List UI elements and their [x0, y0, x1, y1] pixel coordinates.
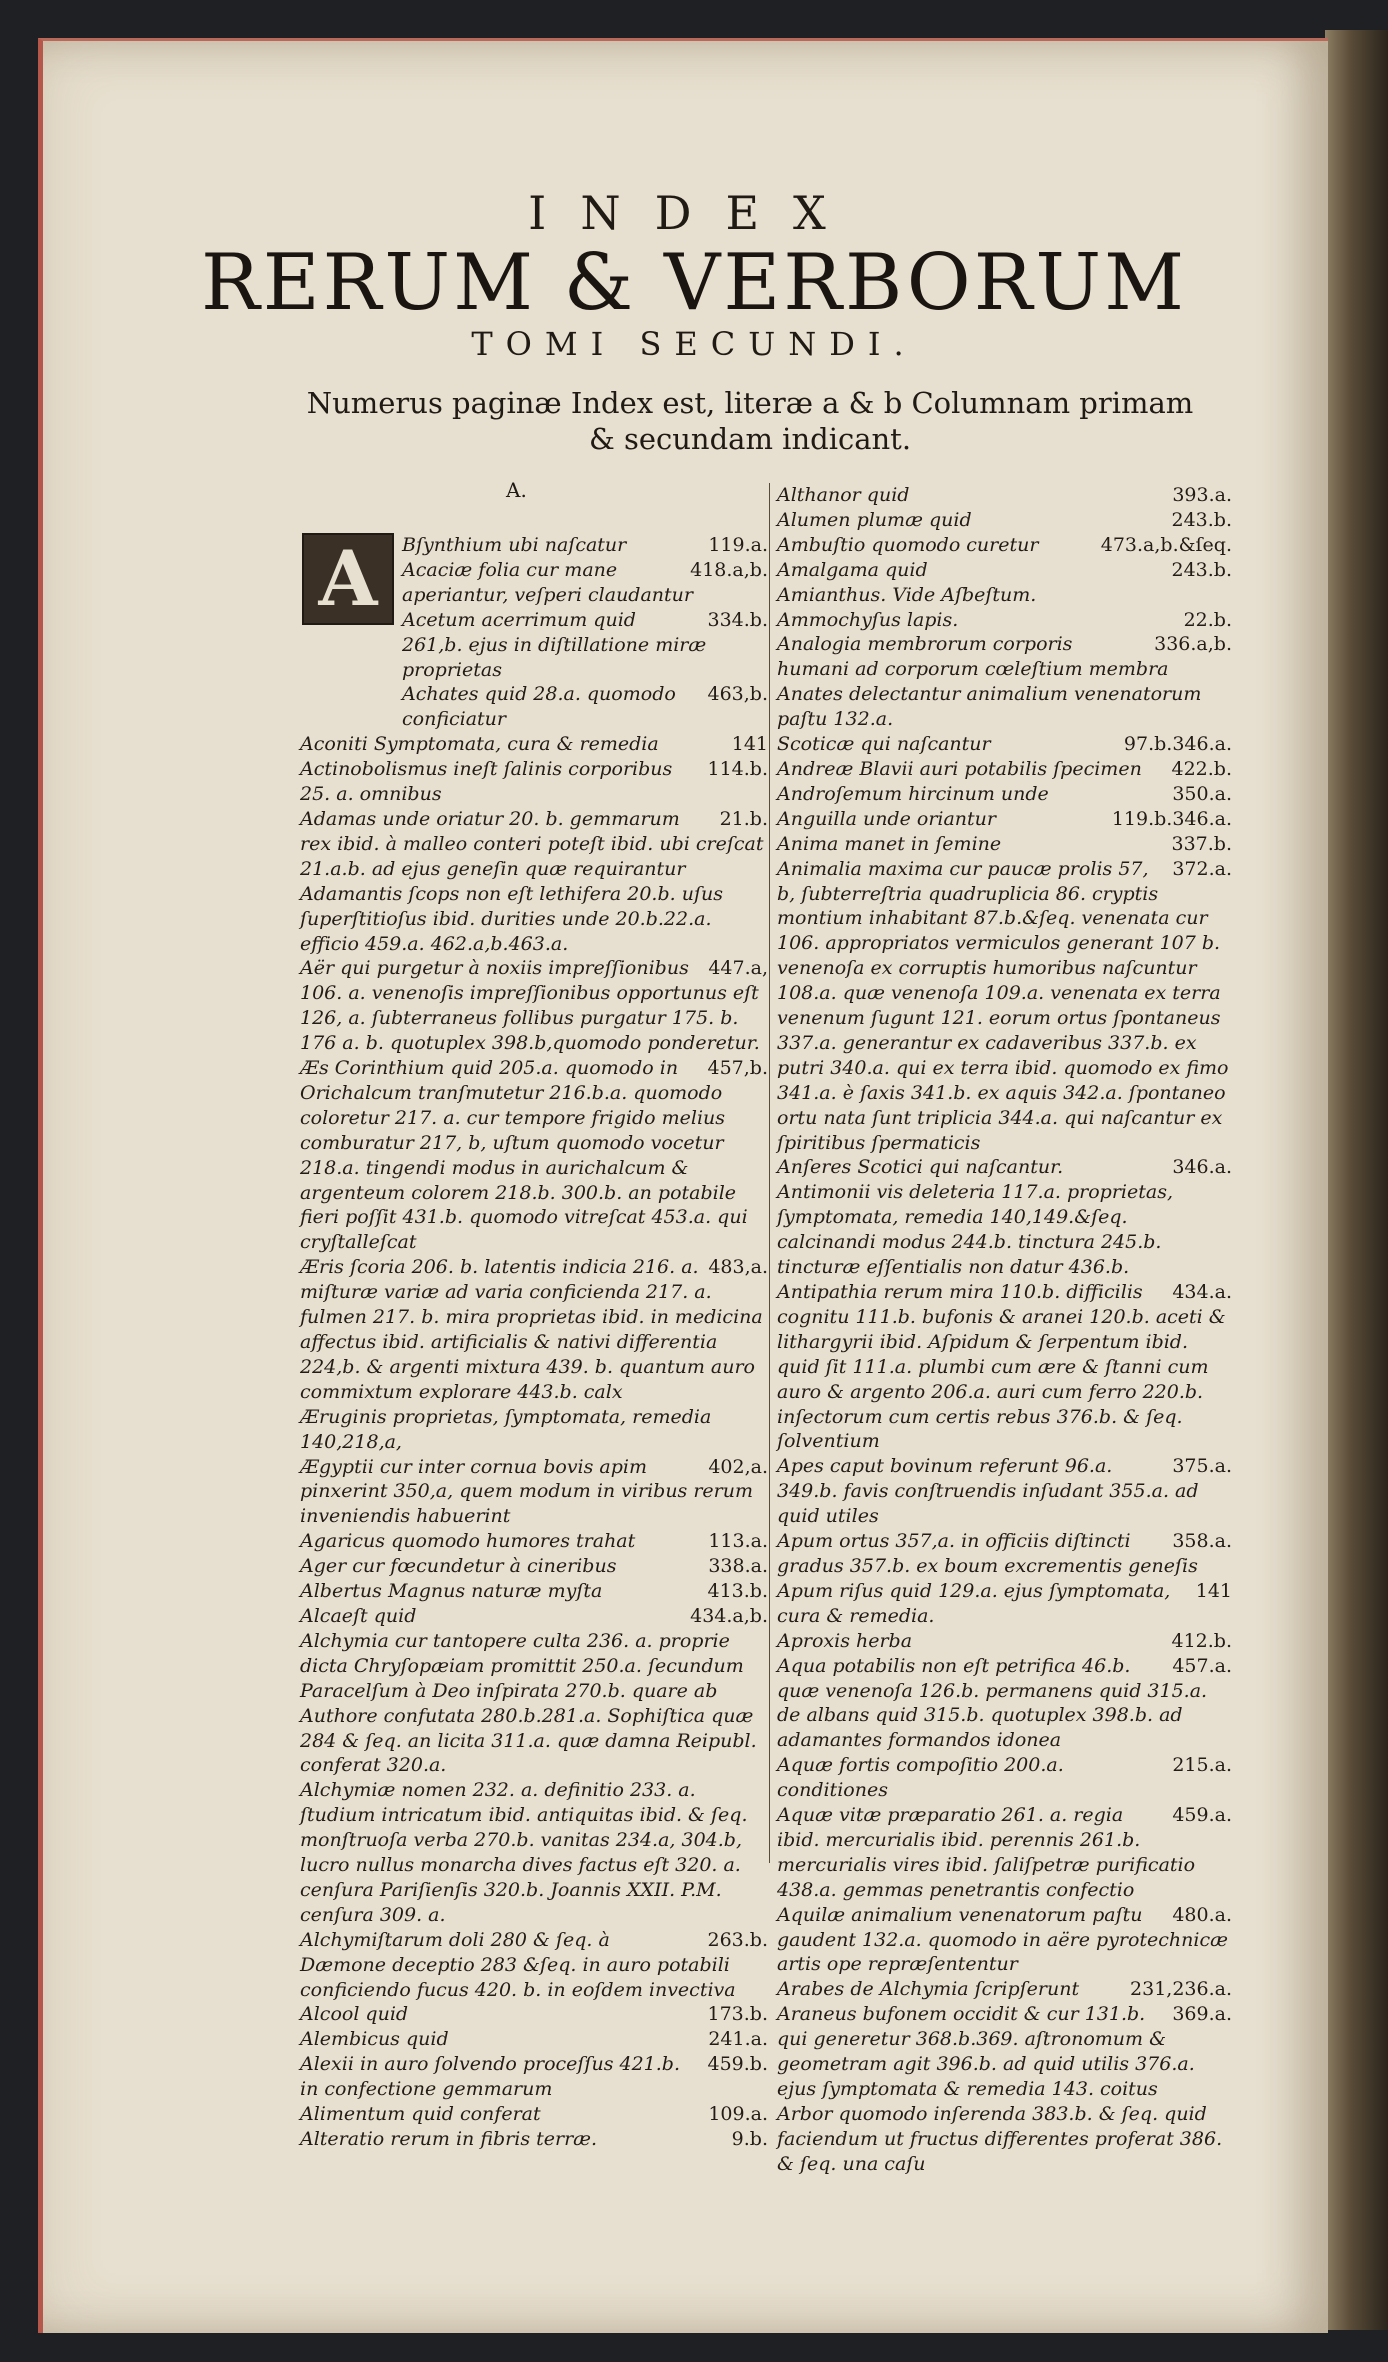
index-entry-page: 434.a,b. — [690, 1604, 768, 1627]
index-entry-text: Scoticæ qui naſcantur — [777, 733, 991, 756]
index-entry-text: Acetum acerrimum quid 261,b. ejus in diſtillatione miræ proprietas — [402, 608, 707, 681]
dropcap-initial: A — [302, 533, 394, 625]
index-entry-page: 434.a. — [1172, 1281, 1232, 1303]
index-entry — [300, 1579, 768, 1604]
index-entry — [777, 1977, 1232, 2002]
index-entry-text: Alteratio rerum in fibris terræ. — [300, 2128, 598, 2150]
index-entry-text: Alchymiæ nomen 232. a. definitio 233. a. ſtudium intricatum ibid. antiquitas ibid. & ſeq. monſtruoſa verba 270.b. vanitas 234.a, 304.b, lucro nullus monarcha dives factus eſt 320. a. cenſura Pariſienſis 320.b. Joannis XXII. P.M. cenſura 309. a. — [300, 1779, 748, 1926]
index-entry-text: Amalgama quid — [777, 558, 928, 581]
index-entry — [777, 732, 1232, 757]
index-entry-page: 483,a. — [708, 1256, 768, 1279]
index-entry — [402, 533, 768, 558]
index-column-left — [300, 533, 768, 2152]
index-entry — [300, 956, 768, 1056]
index-entry — [300, 1778, 768, 1927]
index-entry-text: Actinobolismus ineſt ſalinis corporibus 25. a. omnibus — [300, 758, 673, 806]
index-entry — [402, 558, 768, 608]
index-entry-text: Aquæ vitæ præparatio 261. a. regia ibid. mercurialis ibid. perennis 261.b. mercurialis vires ibid. ſaliſpetræ purificatio 438.a. gemmas penetrantis confectio — [777, 1804, 1196, 1901]
index-entry — [777, 1180, 1232, 1280]
index-entry-text: Anguilla unde oriantur — [777, 807, 996, 830]
index-entry-text: Adamantis ſcops non eſt lethifera 20.b. uſus ſuperſtitioſus ibid. durities unde 20.b.22.a. efficio 459.a. 462.a,b.463.a. — [300, 882, 723, 955]
index-entry-text: Amianthus. Vide Aſbeſtum. — [777, 583, 1037, 606]
index-entry-page: 372.a. — [1172, 857, 1232, 880]
index-entry-text: Achates quid 28.a. quomodo conficiatur — [402, 683, 676, 731]
index-entry — [777, 2002, 1232, 2102]
index-entry-page: 9.b. — [731, 2128, 768, 2150]
index-entry-text: Andreæ Blavii auri potabilis ſpecimen — [777, 757, 1142, 780]
index-entry — [777, 1803, 1232, 1903]
index-entry — [777, 807, 1232, 832]
index-entry-page: 473.a,b.&ſeq. — [1100, 533, 1232, 556]
index-entry-text: Ammochyſus lapis. — [777, 608, 959, 631]
index-entry-text: Aquæ fortis compoſitio 200.a. conditiones — [777, 1754, 1064, 1802]
index-entry-text: Aquilæ animalium venenatorum paſtu gaudent 132.a. quomodo in aëre pyrotechnicæ artis ope repræſententur — [777, 1903, 1228, 1976]
index-entry — [777, 1280, 1232, 1454]
index-entry — [300, 2102, 768, 2127]
index-entry-text: Apes caput bovinum referunt 96.a. 349.b. favis conſtruendis inſudant 355.a. ad quid utiles — [777, 1455, 1199, 1528]
index-entry — [300, 2127, 768, 2152]
index-entry — [300, 1928, 768, 2003]
index-entry-text: Alimentum quid conferat — [300, 2103, 541, 2126]
index-entry-text: Albertus Magnus naturæ myſta — [300, 1580, 603, 1603]
index-entry-text: Anſeres Scotici qui naſcantur. — [777, 1156, 1064, 1179]
index-entry — [777, 832, 1232, 857]
index-entry-page: 241.a. — [708, 2028, 768, 2051]
index-entry — [777, 782, 1232, 807]
index-entry — [300, 882, 768, 957]
index-entry-page: 447.a, — [708, 957, 768, 980]
index-entry-text: Anates delectantur animalium venenatorum paſtu 132.a. — [777, 683, 1202, 731]
index-entry-text: Agaricus quomodo humores trahat — [300, 1530, 636, 1553]
index-entry-page: 141 — [731, 733, 768, 756]
index-entry-page: 114.b. — [707, 758, 768, 781]
index-entry-page: 457,b. — [707, 1057, 768, 1080]
index-entry-text: Alumen plumæ quid — [777, 508, 972, 531]
header-subtitle: TOMI SECUNDI. — [471, 325, 917, 363]
index-entry-page: 480.a. — [1172, 1903, 1232, 1926]
index-entry — [777, 1529, 1232, 1579]
index-entry-page: 413.b. — [707, 1580, 768, 1603]
index-entry — [300, 1405, 768, 1455]
index-entry-page: 457.a. — [1172, 1654, 1232, 1677]
index-entry-page: 358.a. — [1172, 1530, 1232, 1553]
index-entry-text: Antimonii vis deleteria 117.a. proprietas, ſymptomata, remedia 140,149.&ſeq. calcinandi modus 244.b. tinctura 245.b. tincturæ eſſentialis non datur 436.b. — [777, 1181, 1174, 1279]
index-entry-page: 21.b. — [719, 807, 768, 830]
index-entry-text: Analogia membrorum corporis humani ad corporum cœleſtium membra — [777, 633, 1169, 681]
index-entry-text: Æris ſcoria 206. b. latentis indicia 216. a. miſturæ variæ ad varia conficienda 217. a. fulmen 217. b. mira proprietas ibid. in medicina affectus ibid. artificialis & nativi differentia 224,b. & argenti mixtura 439. b. quantum auro commixtum explorare 443.b. calx — [300, 1256, 763, 1403]
index-entry-text: Apum riſus quid 129.a. ejus ſymptomata, cura & remedia. — [777, 1579, 1171, 1627]
index-entry-page: 418.a,b. — [690, 558, 768, 581]
index-entry — [300, 1455, 768, 1530]
index-entry-page: 231,236.a. — [1130, 1978, 1232, 2001]
index-entry-text: Anima manet in ſemine — [777, 832, 1002, 855]
index-entry — [300, 1056, 768, 1255]
index-entry — [300, 1604, 768, 1629]
index-entry-page: 422.b. — [1171, 757, 1232, 780]
index-entry-page: 459.b. — [707, 2053, 768, 2076]
index-entry — [402, 608, 768, 683]
index-entry — [300, 1255, 768, 1404]
index-entry-text: Arbor quomodo inſerenda 383.b. & ſeq. quid faciendum ut fructus differentes proferat 386. & ſeq. una caſu — [777, 2102, 1223, 2175]
index-entry — [777, 1579, 1232, 1629]
index-entry-text: Alcaeſt quid — [300, 1604, 417, 1627]
index-entry — [777, 682, 1232, 732]
index-entry-page: 337.b. — [1171, 832, 1232, 855]
index-entry — [777, 1155, 1232, 1180]
index-entry-page: 334.b. — [707, 608, 768, 631]
index-entry-text: Æs Corinthium quid 205.a. quomodo in Orichalcum tranſmutetur 216.b.a. quomodo coloretur 217. a. cur tempore frigido melius comburatur 217, b, uſtum quomodo vocetur 218.a. tingendi modus in aurichalcum & argenteum colorem 218.b. 300.b. an potabile fieri poſſit 431.b. quomodo vitreſcat 453.a. qui cryſtalleſcat — [300, 1057, 748, 1254]
index-entry-text: Aproxis herba — [777, 1629, 913, 1652]
index-entry-text: Bſynthium ubi naſcatur — [402, 534, 627, 556]
index-entry-text: Ambuſtio quomodo curetur — [777, 533, 1039, 556]
index-entry — [777, 857, 1232, 1156]
index-entry-text: Ægyptii cur inter cornua bovis apim pinxerint 350,a, quem modum in viribus rerum inveniendis habuerint — [300, 1455, 754, 1528]
index-entry — [777, 1753, 1232, 1803]
index-entry — [300, 1529, 768, 1554]
index-entry-text: Antipathia rerum mira 110.b. difficilis cognitu 111.b. bufonis & aranei 120.b. aceti & lithargyrii ibid. Aſpidum & ſerpentum ibid. quid ſit 111.a. plumbi cum ære & ſtanni cum auro & argento 206.a. auri cum ferro 220.b. inſectorum cum certis rebus 376.b. & ſeq. ſolventium — [777, 1281, 1226, 1453]
index-entry-text: Arabes de Alchymia ſcripſerunt — [777, 1978, 1080, 2001]
index-entry-text: Alexii in auro ſolvendo proceſſus 421.b. in confectione gemmarum — [300, 2053, 680, 2101]
index-entry — [300, 807, 768, 882]
index-entry-page: 173.b. — [707, 2003, 768, 2026]
index-entry-page: 243.b. — [1171, 558, 1232, 581]
index-entry-text: Æruginis proprietas, ſymptomata, remedia 140,218,a, — [300, 1405, 712, 1453]
index-entry-page: 338.a. — [708, 1555, 768, 1578]
index-entry-page: 119.b.346.a. — [1111, 807, 1232, 830]
index-entry — [300, 2052, 768, 2102]
book-edge — [1325, 30, 1388, 2330]
index-entry-page: 459.a. — [1172, 1804, 1232, 1827]
index-entry-text: Alchymiſtarum doli 280 & ſeq. à Dæmone deceptio 283 &ſeq. in auro potabili conficiendo fucus 420. b. in eoſdem invectiva — [300, 1928, 736, 2001]
index-entry — [777, 533, 1232, 558]
index-entry-page: 336.a,b. — [1154, 633, 1232, 656]
index-entry-text: Alembicus quid — [300, 2028, 449, 2051]
index-entry-text: Alchymia cur tantopere culta 236. a. proprie dicta Chryſopæiam promittit 250.a. ſecundum Paracelſum à Deo inſpirata 270.b. quare ab Authore confutata 280.b.281.a. Sophiſtica quæ 284 & ſeq. an licita 311.a. quæ damna Reipubl. conferat 320.a. — [300, 1629, 757, 1777]
index-entry — [777, 1903, 1232, 1978]
index-entry — [777, 2102, 1232, 2177]
index-entry-text: Araneus bufonem occidit & cur 131.b. qui generetur 368.b.369. aſtronomum & geometram agit 396.b. ad quid utilis 376.a. ejus ſymptomata & remedia 143. coitus — [777, 2003, 1195, 2100]
index-entry-text: Apum ortus 357,a. in officiis diſtincti gradus 357.b. ex boum excrementis geneſis — [777, 1530, 1198, 1577]
index-entry-page: 141 — [1195, 1579, 1232, 1602]
index-entry-page: 119.a. — [708, 534, 768, 556]
index-entry-page: 215.a. — [1172, 1754, 1232, 1777]
index-entry — [777, 608, 1232, 633]
index-entry-text: Aconiti Symptomata, cura & remedia — [300, 733, 659, 756]
index-entry-text: Aqua potabilis non eſt petrifica 46.b. quæ venenoſa 126.b. permanens quid 315.a. de albans quid 315.b. quotuplex 398.b. ad adamantes formandos idonea — [777, 1654, 1208, 1752]
index-entry-page: 402,a. — [708, 1455, 768, 1478]
index-entry — [300, 1629, 768, 1778]
index-entry — [777, 1629, 1232, 1654]
index-entry — [777, 757, 1232, 782]
column-divider — [769, 483, 770, 1863]
index-entry — [777, 483, 1232, 508]
index-entry — [300, 732, 768, 757]
index-entry-page: 375.a. — [1172, 1455, 1232, 1478]
index-entry-page: 350.a. — [1172, 782, 1232, 805]
index-entry — [300, 1554, 768, 1579]
index-entry-page: 97.b.346.a. — [1123, 733, 1232, 756]
index-entry — [777, 508, 1232, 533]
index-entry-page: 263.b. — [707, 1928, 768, 1951]
index-entry-page: 109.a. — [708, 2103, 768, 2126]
index-entry — [777, 1654, 1232, 1754]
index-entry-page: 412.b. — [1171, 1629, 1232, 1652]
index-entry-page: 243.b. — [1171, 508, 1232, 531]
index-entry — [300, 2027, 768, 2052]
index-entry — [402, 682, 768, 732]
index-entry-text: Aër qui purgetur à noxiis impreſſionibus 106. a. venenoſis impreſſionibus opportunus eſt 126, a. ſubterraneus follibus purgatur 175. b. 176 a. b. quotuplex 398.b,quomodo ponderetur. — [300, 957, 760, 1055]
index-entry-text: Adamas unde oriatur 20. b. gemmarum rex ibid. à malleo conteri poteſt ibid. ubi creſcat 21.a.b. ad ejus geneſin quæ requirantur — [300, 807, 764, 880]
index-entry — [777, 558, 1232, 583]
index-entry-page: 346.a. — [1172, 1156, 1232, 1179]
index-entry-text: Androſemum hircinum unde — [777, 782, 1049, 805]
index-entry-page: 393.a. — [1172, 484, 1232, 506]
index-entry-text: Animalia maxima cur paucæ prolis 57, b, ſubterreſtria quadruplicia 86. cryptis montium inhabitant 87.b.&ſeq. venenata cur 106. appropriatos vermiculos generant 107 b. venenoſa ex corruptis humoribus naſcuntur 108.a. quæ venenoſa 109.a. venenata ex terra venenum ſugunt 121. eorum ortus ſpontaneus 337.a. generantur ex cadaveribus 337.b. ex putri 340.a. qui ex terra ibid. quomodo ex fimo 341.a. è ſaxis 341.b. ex aquis 342.a. ſpontaneo ortu nata ſunt triplicia 344.a. qui naſcantur ex ſpiritibus ſpermaticis — [777, 857, 1229, 1154]
index-entry — [300, 757, 768, 807]
index-entry-text: Acaciæ folia cur mane aperiantur, veſperi claudantur — [402, 558, 693, 606]
index-entry-page: 369.a. — [1172, 2003, 1232, 2026]
index-entry-page: 463,b. — [707, 683, 768, 706]
index-entry — [777, 632, 1232, 682]
index-entry — [300, 2002, 768, 2027]
index-entry-text: Alcool quid — [300, 2003, 409, 2026]
index-entry-page: 22.b. — [1183, 608, 1232, 631]
section-letter: A. — [506, 478, 527, 502]
index-entry-text: Ager cur fœcundetur à cineribus — [300, 1555, 617, 1578]
index-entry-page: 113.a. — [708, 1530, 768, 1553]
index-entry — [777, 1454, 1232, 1529]
index-column-right — [777, 483, 1232, 2177]
index-entry-text: Althanor quid — [777, 484, 910, 506]
header-note: Numerus paginæ Index est, literæ a & b Columnam primam & secundam indicant. — [306, 386, 1194, 456]
header-index: INDEX — [528, 186, 860, 240]
index-entry — [777, 583, 1232, 608]
header-title: RERUM & VERBORUM — [200, 238, 1188, 328]
